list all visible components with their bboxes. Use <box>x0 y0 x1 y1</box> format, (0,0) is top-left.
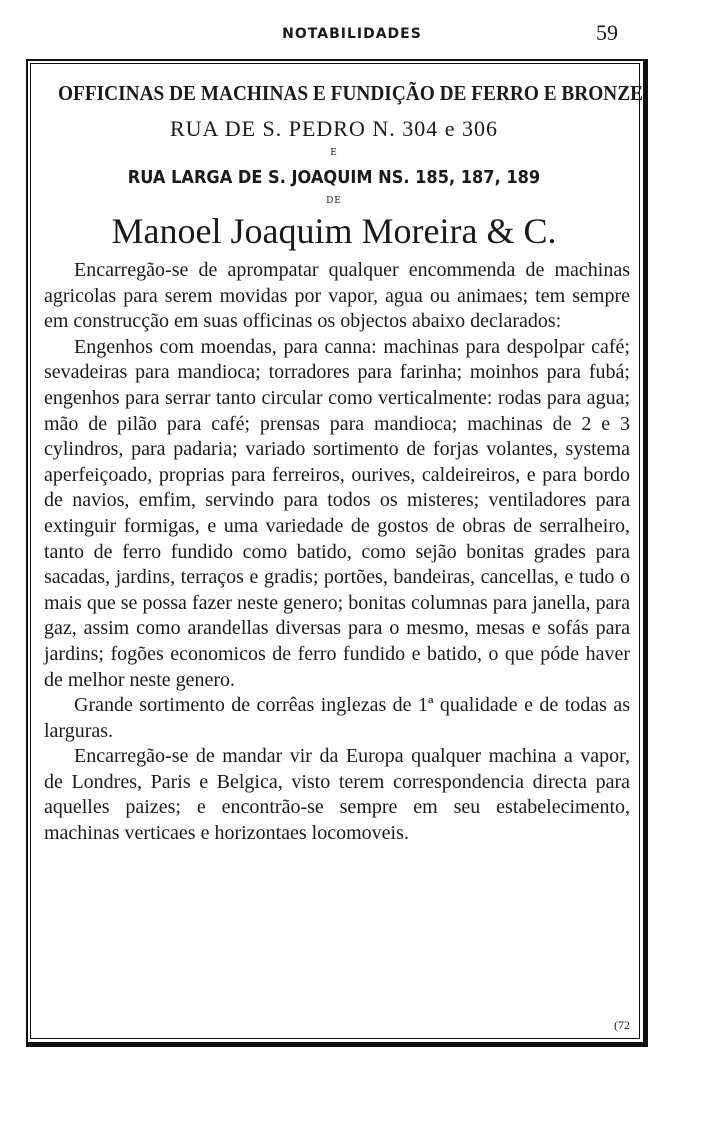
connector-e: E <box>330 148 338 158</box>
page-number: 59 <box>596 20 618 45</box>
company-name: Manoel Joaquim Moreira & C. <box>111 211 557 251</box>
paragraph-import: Encarregão-se de mandar vir da Europa qualquer machina a vapor, de Londres, Paris e Belgica, visto terem correspondencia directa para aquelles paizes; e encontrão-se sempre em seu estabelecimento, machinas verticaes e horizontaes locomoveis. <box>44 745 630 845</box>
advertisement <box>34 74 644 847</box>
advertisement-body <box>34 258 634 847</box>
reference-mark: (72 <box>614 1018 630 1032</box>
paragraph-products: Engenhos com moendas, para canna: machinas para despolpar café; sevadeiras para mandioca; torradores para farinha; moinhos para fubá; engenhos para serrar tanto circular como verticalmente: rodas para agua; mão de pilão para café; prensas para mandioca; machinas de 2 e 3 cylindros, para padaria; variado sortimento de forjas volantes, systema aperfeiçoado, proprias para ferreiros, ourives, caldeireiros, e para bordo de navios, emfim, servindo para todos os misteres; ventiladores para extinguir formigas, e uma variedade de gostos de obras de serralheiro, tanto de ferro fundido como batido, como sejão bonitas grades para sacadas, jardins, terraços e gradis; portões, bandeiras, cancellas, e tudo o mais que se possa fazer neste genero; bonitas columnas para janella, para gaz, assim como arandellas diversas para o mesmo, mesas e sofás para jardins; fogões economicos de ferro fundido e batido, o que póde haver de melhor neste genero. <box>44 335 630 691</box>
advertisement-heading: OFFICINAS DE MACHINAS E FUNDIÇÃO DE FERRO E BRONZE <box>58 81 644 105</box>
paragraph-belts: Grande sortimento de corrêas inglezas de 1ª qualidade e de todas as larguras. <box>44 694 630 742</box>
address-secondary: RUA LARGA DE S. JOAQUIM NS. 185, 187, 189 <box>127 167 541 188</box>
address-primary: RUA DE S. PEDRO N. 304 e 306 <box>169 116 499 141</box>
running-head <box>0 0 704 60</box>
connector-de: DE <box>326 196 342 206</box>
paragraph-intro: Encarregão-se de aprompatar qualquer encommenda de machinas agricolas para serem movidas por vapor, agua ou animaes; tem sempre em construcção em suas officinas os objectos abaixo declarados: <box>44 259 630 333</box>
running-head-title: NOTABILIDADES <box>282 26 422 42</box>
